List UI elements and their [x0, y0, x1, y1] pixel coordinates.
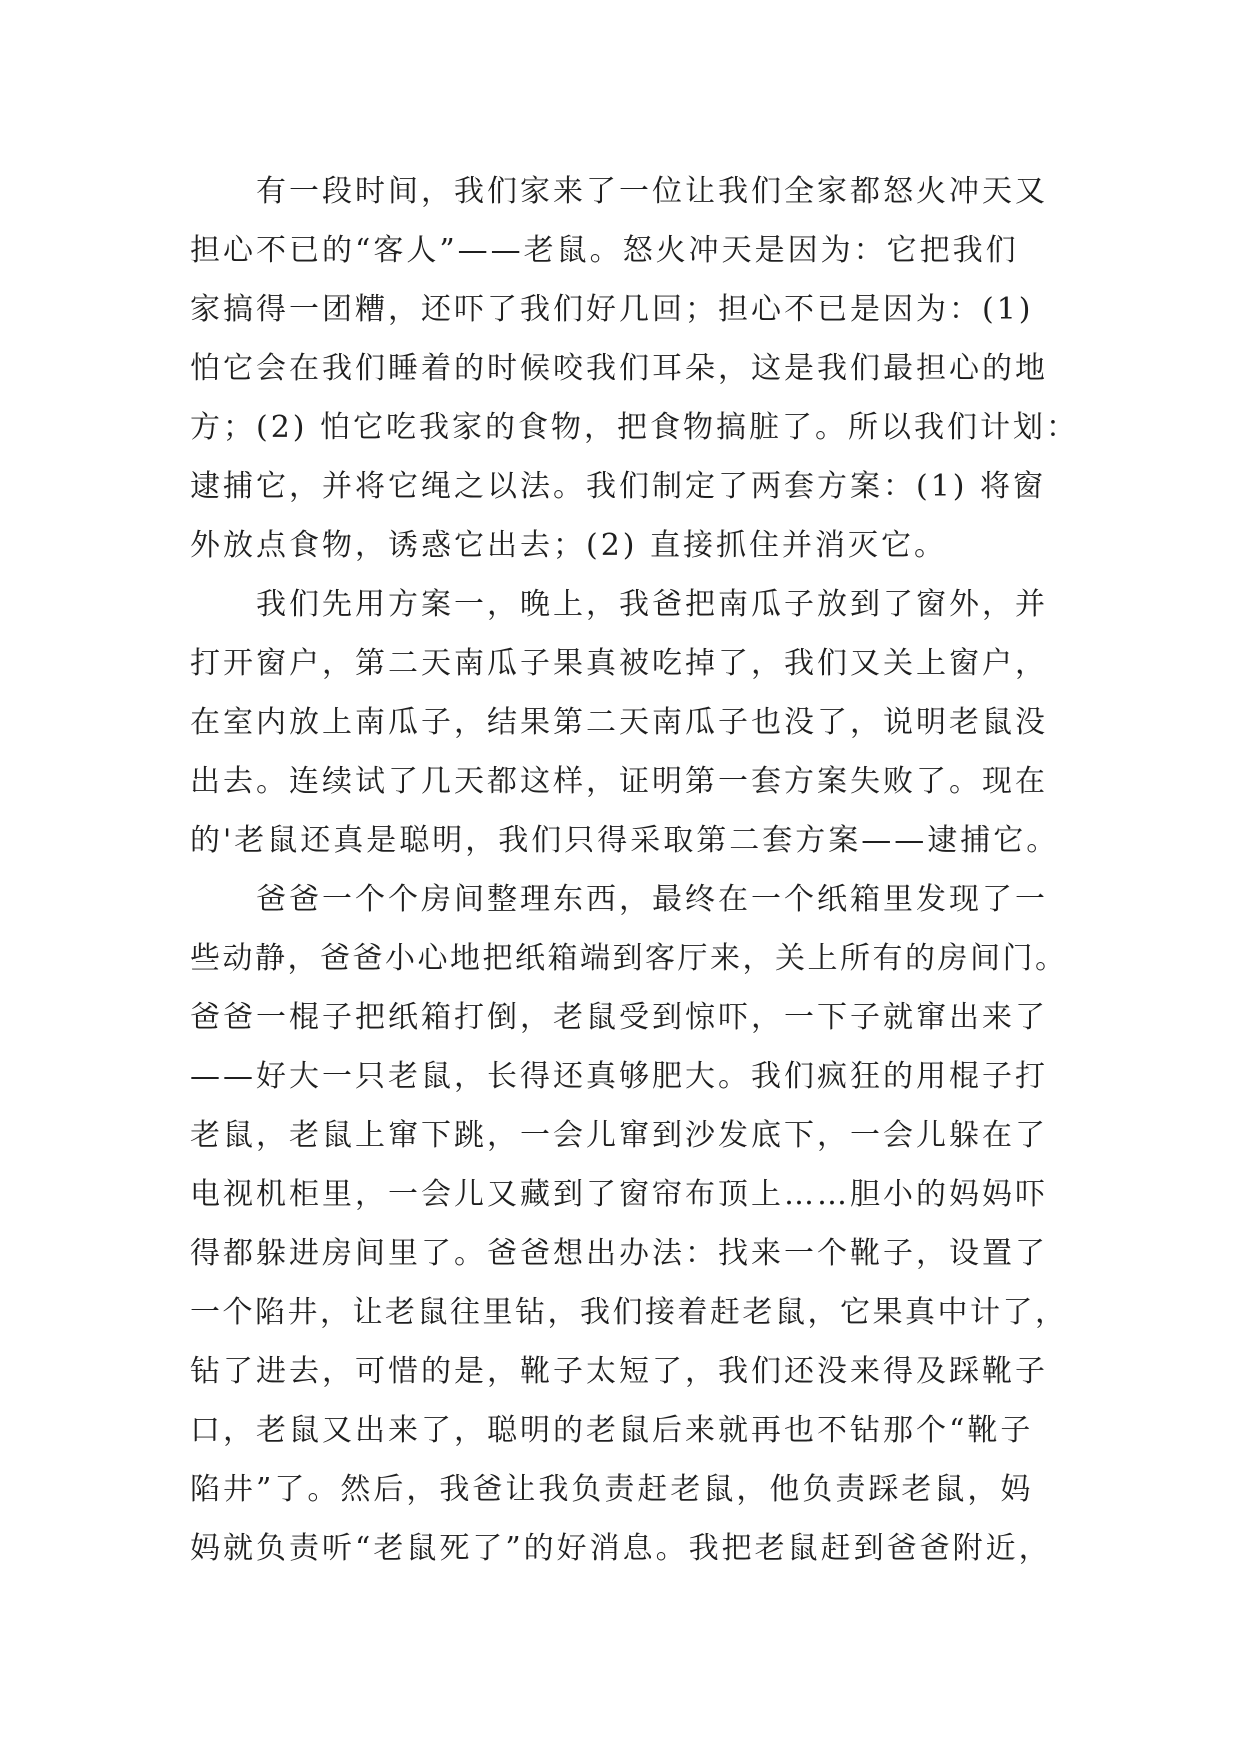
paragraph-1: [190, 162, 1080, 575]
text-line: 外放点食物，诱惑它出去；(2) 直接抓住并消灭它。: [190, 528, 948, 563]
text-line: 的'老鼠还真是聪明，我们只得采取第二套方案——逮捕它。: [190, 823, 1060, 858]
text-line: 得都躲进房间里了。爸爸想出办法：找来一个靴子，设置了: [190, 1236, 1048, 1271]
text-line: 我们先用方案一，晚上，我爸把南瓜子放到了窗外，并: [256, 587, 1048, 622]
text-line: 一个陷井，让老鼠往里钻，我们接着赶老鼠，它果真中计了，: [190, 1295, 1068, 1330]
paragraph-2: [190, 575, 1080, 870]
text-line: 爸爸一棍子把纸箱打倒，老鼠受到惊吓，一下子就窜出来了: [190, 1000, 1048, 1035]
text-line: 逮捕它，并将它绳之以法。我们制定了两套方案：(1) 将窗: [190, 469, 1047, 504]
text-line: 怕它会在我们睡着的时候咬我们耳朵，这是我们最担心的地: [190, 351, 1048, 386]
text-line: 些动静，爸爸小心地把纸箱端到客厅来，关上所有的房间门。: [190, 941, 1068, 976]
text-line: 口，老鼠又出来了，聪明的老鼠后来就再也不钻那个“靴子: [190, 1413, 1034, 1448]
text-line: 爸爸一个个房间整理东西，最终在一个纸箱里发现了一: [256, 882, 1048, 917]
text-line: 有一段时间，我们家来了一位让我们全家都怒火冲天又: [256, 174, 1048, 209]
paragraph-3: [190, 870, 1080, 1578]
article-body: [190, 162, 1080, 1578]
text-line: 打开窗户，第二天南瓜子果真被吃掉了，我们又关上窗户，: [190, 646, 1048, 681]
text-line: 方；(2) 怕它吃我家的食物，把食物搞脏了。所以我们计划：: [190, 410, 1080, 445]
text-line: 钻了进去，可惜的是，靴子太短了，我们还没来得及踩靴子: [190, 1354, 1048, 1389]
text-line: 老鼠，老鼠上窜下跳，一会儿窜到沙发底下，一会儿躲在了: [190, 1118, 1048, 1153]
text-line: 担心不已的“客人”——老鼠。怒火冲天是因为：它把我们: [190, 233, 1019, 268]
text-line: 在室内放上南瓜子，结果第二天南瓜子也没了，说明老鼠没: [190, 705, 1048, 740]
text-line: 妈就负责听“老鼠死了”的好消息。我把老鼠赶到爸爸附近，: [190, 1531, 1052, 1566]
text-line: ——好大一只老鼠，长得还真够肥大。我们疯狂的用棍子打: [190, 1059, 1048, 1094]
text-line: 出去。连续试了几天都这样，证明第一套方案失败了。现在: [190, 764, 1048, 799]
text-line: 家搞得一团糟，还吓了我们好几回；担心不已是因为：(1): [190, 292, 1034, 327]
text-line: 电视机柜里，一会儿又藏到了窗帘布顶上……胆小的妈妈吓: [190, 1177, 1048, 1212]
text-line: 陷井”了。然后，我爸让我负责赶老鼠，他负责踩老鼠，妈: [190, 1472, 1034, 1507]
